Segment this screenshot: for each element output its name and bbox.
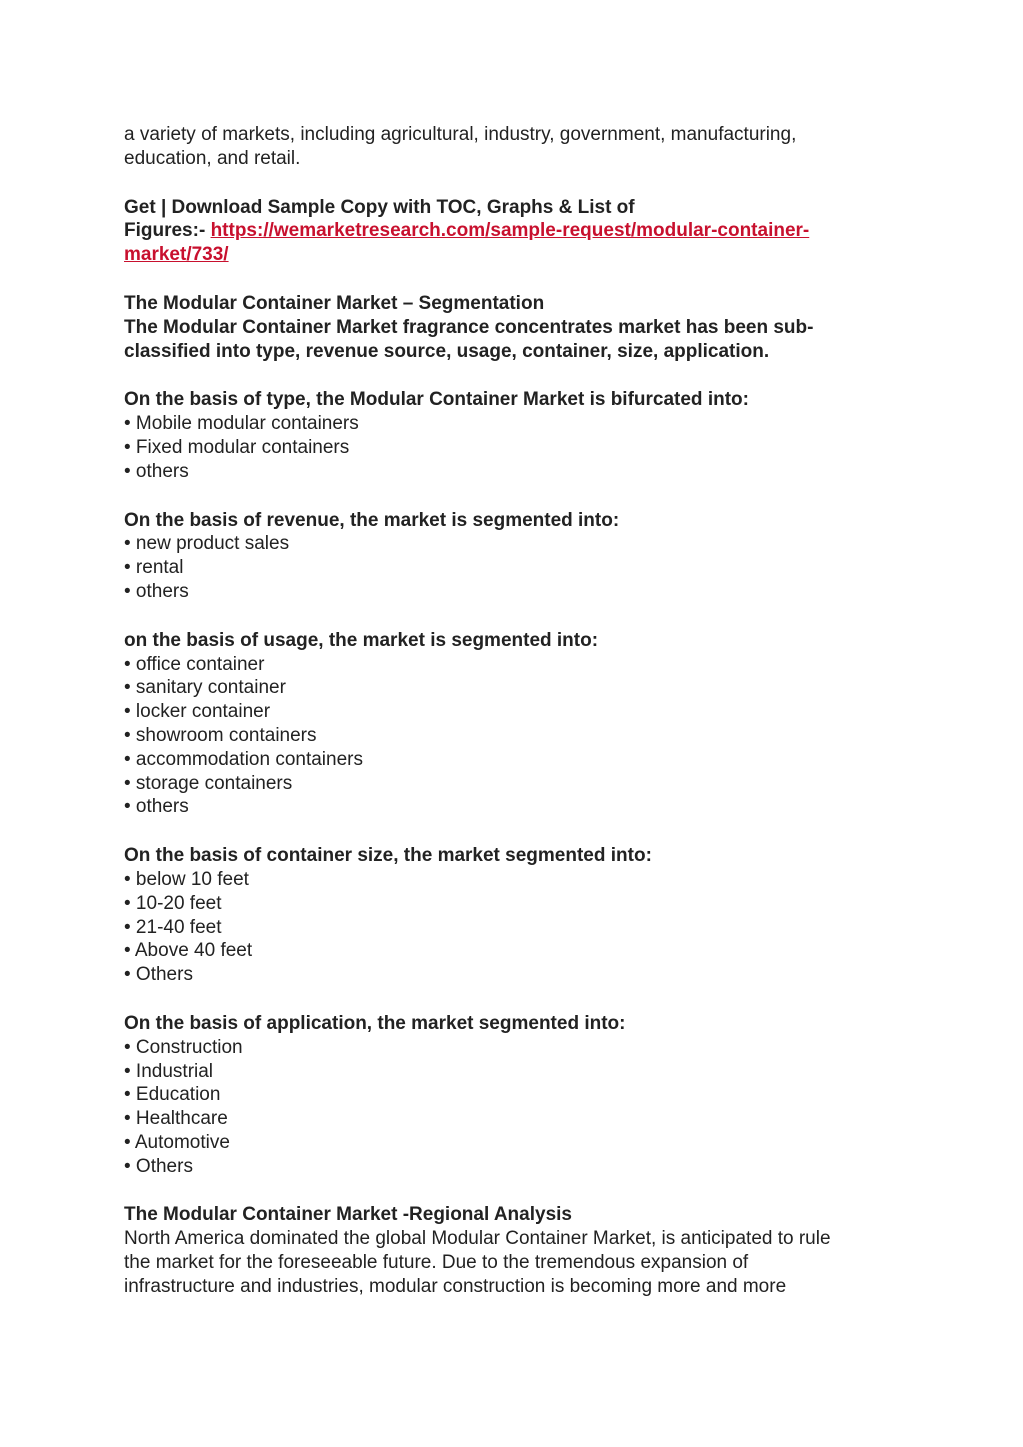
segmentation-line-1: The Modular Container Market fragrance concentrates market has been sub- <box>124 316 814 338</box>
list-item: • 10-20 feet <box>124 892 222 914</box>
list-item: • locker container <box>124 701 271 723</box>
regional-line-2: the market for the foreseeable future. Due to the tremendous expansion of <box>124 1252 749 1274</box>
list-item: • Mobile modular containers <box>124 413 359 435</box>
list-item: • 21-40 feet <box>124 916 222 938</box>
intro-line-2: education, and retail. <box>124 147 301 169</box>
sample-request-link[interactable]: https://wemarketresearch.com/sample-request/modular-container- <box>210 220 810 242</box>
list-item: • office container <box>124 653 265 675</box>
list-item: • others <box>124 580 189 602</box>
usage-heading: on the basis of usage, the market is segmented into: <box>124 629 599 651</box>
cta-figures-label: Figures:- <box>124 220 211 242</box>
document-page <box>124 123 914 1299</box>
segmentation-line-2: classified into type, revenue source, usage, container, size, application. <box>124 340 770 362</box>
spacer <box>124 987 914 1012</box>
list-item: • accommodation containers <box>124 748 363 770</box>
spacer <box>124 819 914 844</box>
list-item: • Construction <box>124 1036 243 1058</box>
list-item: • below 10 feet <box>124 868 249 890</box>
cta-line-1: Get | Download Sample Copy with TOC, Graphs & List of <box>124 196 635 218</box>
regional-line-3: infrastructure and industries, modular construction is becoming more and more <box>124 1275 787 1297</box>
type-heading: On the basis of type, the Modular Container Market is bifurcated into: <box>124 389 749 411</box>
list-item: • sanitary container <box>124 677 286 699</box>
spacer <box>124 363 914 388</box>
spacer <box>124 171 914 196</box>
list-item: • showroom containers <box>124 724 317 746</box>
list-item: • Fixed modular containers <box>124 436 350 458</box>
application-heading: On the basis of application, the market segmented into: <box>124 1012 626 1034</box>
size-heading: On the basis of container size, the market segmented into: <box>124 845 652 867</box>
list-item: • others <box>124 460 189 482</box>
list-item: • rental <box>124 557 184 579</box>
list-item: • others <box>124 796 189 818</box>
spacer <box>124 604 914 629</box>
revenue-heading: On the basis of revenue, the market is segmented into: <box>124 509 620 531</box>
list-item: • Education <box>124 1084 221 1106</box>
cta-line-2 <box>124 219 914 243</box>
list-item: • Above 40 feet <box>124 940 253 962</box>
list-item: • storage containers <box>124 772 293 794</box>
cta-line-3 <box>124 243 914 267</box>
list-item: • Others <box>124 1155 193 1177</box>
spacer <box>124 1178 914 1203</box>
regional-heading: The Modular Container Market -Regional Analysis <box>124 1204 572 1226</box>
sample-request-link-continued[interactable]: market/733/ <box>124 244 229 266</box>
list-item: • Automotive <box>124 1131 230 1153</box>
list-item: • Others <box>124 964 193 986</box>
spacer <box>124 484 914 509</box>
segmentation-heading: The Modular Container Market – Segmentation <box>124 292 545 314</box>
list-item: • Healthcare <box>124 1108 228 1130</box>
list-item: • Industrial <box>124 1060 214 1082</box>
spacer <box>124 267 914 292</box>
list-item: • new product sales <box>124 533 290 555</box>
intro-line-1: a variety of markets, including agricultural, industry, government, manufacturing, <box>124 124 797 145</box>
regional-line-1: North America dominated the global Modular Container Market, is anticipated to rule <box>124 1228 831 1250</box>
